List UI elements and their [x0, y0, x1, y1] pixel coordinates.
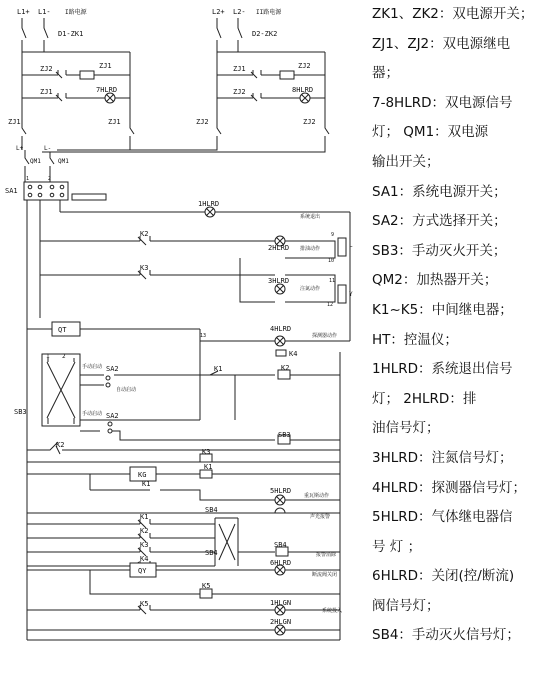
legend-line: 阀信号灯； — [372, 597, 440, 614]
label-k1-coil: K1 — [204, 463, 213, 471]
k1-coil — [200, 470, 212, 478]
power-source-2 — [196, 8, 329, 148]
label-k3-parallel: K3 — [140, 541, 149, 549]
label-kg: KG — [138, 471, 147, 479]
label-coil-y: Y — [349, 291, 353, 298]
label-k1-contact-2: K1 — [142, 480, 151, 488]
legend-line: 3HLRD：注氮信号灯； — [372, 449, 513, 466]
legend-line: 灯； 2HLRD：排 — [372, 390, 477, 407]
legend-line: 油信号灯； — [372, 420, 440, 437]
sb3-manual-label-2: 手动启动 — [82, 411, 103, 417]
legend-line: 灯； QM1：双电源 — [372, 124, 489, 141]
label-1hlrd: 1HLRD — [198, 200, 220, 208]
label-k3-contact: K3 — [140, 264, 149, 272]
source1-title: I路电源 — [65, 9, 87, 16]
label-3hlrd: 3HLRD — [268, 277, 290, 285]
label-sb4-coil: SB4 — [274, 541, 287, 549]
label-k3-coil: K3 — [202, 448, 211, 456]
term-10: 10 — [328, 258, 335, 264]
source2-lplus: L2+ — [212, 8, 225, 16]
alarm-horn-icon — [275, 508, 285, 513]
sa1-aux-box — [72, 194, 106, 200]
term-12: 12 — [327, 302, 334, 308]
legend-line: 器； — [372, 65, 399, 82]
label-1hlgn: 1HLGN — [270, 599, 292, 607]
legend-line: ZK1、ZK2：双电源开关； — [372, 6, 534, 22]
legend-line: 输出开关； — [372, 153, 440, 170]
coil-l — [338, 238, 346, 256]
source2-relay-b: ZJ2 — [233, 88, 246, 96]
source2-relay-coil-label: ZJ2 — [298, 62, 311, 70]
label-sb3: SB3 — [14, 408, 27, 416]
source1-out-a: ZJ1 — [8, 118, 21, 126]
lamp-2hlgn — [275, 625, 285, 635]
lamp-3hlrd — [275, 284, 285, 294]
node-13: 13 — [200, 333, 207, 339]
desc-alarm: 声光报警 — [310, 514, 331, 520]
source1-switch-label: D1-ZK1 — [58, 30, 84, 38]
coil-y — [338, 285, 346, 303]
source1-out-b: ZJ1 — [108, 118, 121, 126]
legend-line: 4HLRD：探测器信号灯； — [372, 479, 527, 496]
label-k5-contact: K5 — [140, 600, 149, 608]
source2-title: II路电源 — [256, 9, 282, 16]
desc-2hlrd: 排油动作 — [300, 246, 321, 252]
label-coil-l: L — [349, 242, 353, 249]
label-sa2-a: SA2 — [106, 365, 119, 373]
bus-minus-label: L- — [44, 145, 52, 152]
lamp-5hlrd — [275, 495, 285, 505]
label-qy: QY — [138, 567, 147, 575]
legend-line: SB3：手动灭火开关； — [372, 242, 507, 259]
desc-5hlrd: 重瓦斯动作 — [304, 493, 330, 499]
desc-1hlrd: 系统退出 — [300, 214, 321, 220]
source2-lminus: L2- — [233, 8, 246, 16]
bus-plus-label: L+ — [16, 145, 24, 152]
k5-coil — [200, 589, 212, 598]
label-sb4-switch: SB4 — [205, 549, 218, 557]
source2-relay-coil — [280, 71, 294, 79]
source1-relay-coil — [80, 71, 94, 79]
sa1-node-1: 1 — [26, 176, 30, 182]
legend-line: 号 灯 ； — [372, 538, 422, 555]
label-k1-parallel: K1 — [140, 513, 149, 521]
label-k2-parallel: K2 — [140, 527, 149, 535]
source2-out-a: ZJ2 — [196, 118, 209, 126]
legend-line: 1HLRD：系统退出信号 — [372, 361, 513, 378]
label-2hlgn: 2HLGN — [270, 618, 292, 626]
sa1-switch — [24, 182, 68, 200]
sa1-node-2: 2 — [48, 176, 52, 182]
legend-line: HT：控温仪； — [372, 331, 458, 348]
label-k2-contact: K2 — [140, 230, 149, 238]
legend-line: SB4：手动灭火信号灯； — [372, 627, 520, 644]
k4-coil — [276, 350, 286, 356]
desc-sb4: 报警消除 — [316, 552, 337, 558]
source1-lamp-label: 7HLRD — [96, 86, 118, 94]
legend-line: SA2：方式选择开关； — [372, 213, 507, 230]
label-6hlrd: 6HLRD — [270, 559, 292, 567]
label-5hlrd: 5HLRD — [270, 487, 292, 495]
sb3-node-1: 1 — [46, 353, 50, 360]
label-k2-coil: K2 — [281, 364, 290, 372]
label-sb3-coil: SB3 — [278, 431, 291, 439]
label-2hlrd: 2HLRD — [268, 244, 290, 252]
label-auto-mode: 自动启动 — [116, 387, 137, 393]
source2-out-b: ZJ2 — [303, 118, 316, 126]
sa1-label: SA1 — [5, 187, 18, 195]
label-4hlrd: 4HLRD — [270, 325, 292, 333]
lamp-1hlrd — [205, 207, 215, 217]
legend-line: SA1：系统电源开关； — [372, 183, 507, 200]
desc-3hlrd: 注氮动作 — [300, 286, 321, 292]
source2-relay-a: ZJ1 — [233, 65, 246, 73]
label-k4: K4 — [289, 350, 298, 358]
power-source-1 — [8, 8, 134, 148]
label-k2-nc: K2 — [56, 441, 65, 449]
source2-switch-label: D2-ZK2 — [252, 30, 278, 38]
label-k1-contact: K1 — [214, 365, 223, 373]
legend-line: K1~K5：中间继电器； — [372, 301, 513, 318]
legend-line: 7-8HLRD：双电源信号 — [372, 94, 513, 111]
label-sa2-b: SA2 — [106, 412, 119, 420]
sb3-manual-label: 手动启动 — [82, 364, 103, 370]
source1-relay-b: ZJ1 — [40, 88, 53, 96]
desc-6hlrd: 断流阀关闭 — [312, 572, 338, 578]
source2-lamp-label: 8HLRD — [292, 86, 314, 94]
source1-lminus: L1- — [38, 8, 51, 16]
desc-4hlrd: 探测器动作 — [312, 333, 338, 339]
term-11: 11 — [329, 278, 336, 284]
qm1-a-label: QM1 — [30, 158, 41, 165]
label-sb4: SB4 — [205, 506, 218, 514]
legend-line: ZJ1、ZJ2：双电源继电 — [372, 35, 511, 52]
lamp-8hlrd — [300, 93, 310, 103]
legend-panel — [372, 0, 534, 651]
sb3-node-2: 2 — [62, 353, 66, 360]
term-9: 9 — [331, 232, 335, 238]
lamp-7hlrd — [105, 93, 115, 103]
label-k4-parallel: K4 — [140, 555, 149, 563]
label-qt: QT — [58, 326, 67, 334]
desc-1hlgn: 系统投入 — [322, 608, 343, 614]
k-contacts-parallel — [27, 513, 340, 570]
source1-relay-a: ZJ2 — [40, 65, 53, 73]
label-k5-coil: K5 — [202, 582, 211, 590]
source1-lplus: L1+ — [17, 8, 30, 16]
legend-line: 5HLRD：气体继电器信 — [372, 509, 513, 526]
qm1-b-label: QM1 — [58, 158, 69, 165]
legend-line: 6HLRD：关闭(控/断流) — [372, 568, 515, 585]
source1-relay-coil-label: ZJ1 — [99, 62, 112, 70]
legend-line: QM2：加热器开关； — [372, 272, 498, 289]
lamp-4hlrd — [275, 336, 285, 346]
